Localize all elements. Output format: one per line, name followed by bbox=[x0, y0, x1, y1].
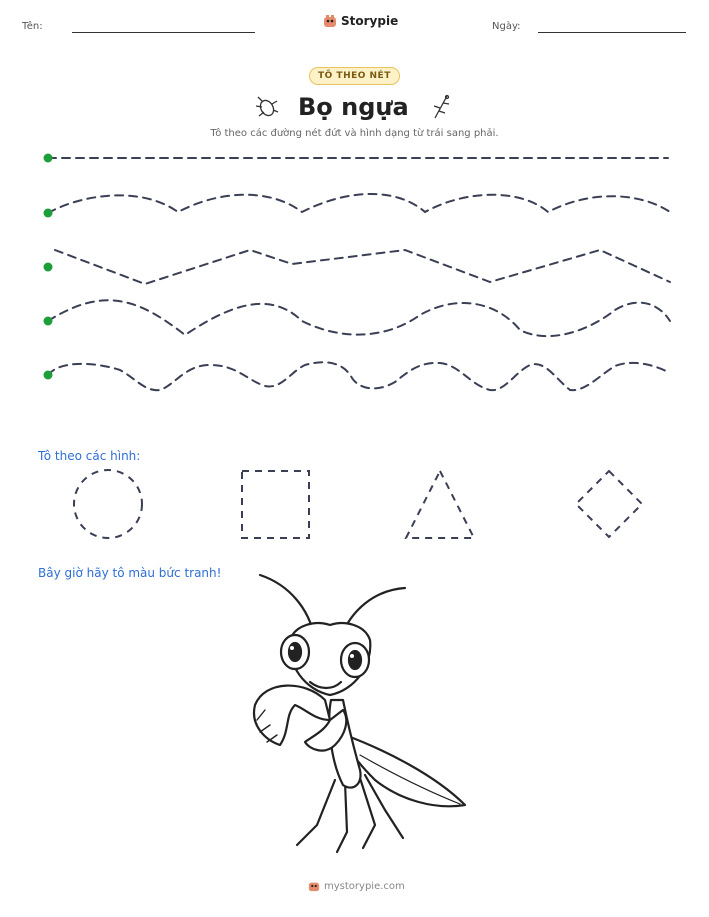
name-label: Tên: bbox=[22, 21, 43, 32]
date-label: Ngày: bbox=[492, 21, 521, 32]
worksheet-type-badge: TÔ THEO NÉT bbox=[309, 67, 400, 85]
triangle-icon bbox=[406, 471, 474, 538]
storypie-logo-icon bbox=[308, 880, 320, 892]
footer-url[interactable]: mystorypie.com bbox=[324, 880, 405, 892]
coloring-section-label: Bây giờ hãy tô màu bức tranh! bbox=[38, 566, 222, 580]
shapes-section-label: Tô theo các hình: bbox=[38, 449, 141, 463]
footer bbox=[308, 880, 405, 892]
square-icon bbox=[242, 471, 309, 538]
mantis-coloring-image bbox=[235, 570, 475, 860]
brand-name: Storypie bbox=[341, 14, 399, 28]
page-title: Bọ ngựa bbox=[298, 93, 409, 121]
circle-icon bbox=[74, 470, 142, 538]
instructions: Tô theo các đường nét đứt và hình dạng từ trái sang phải. bbox=[210, 128, 499, 139]
diamond-icon bbox=[576, 471, 642, 537]
